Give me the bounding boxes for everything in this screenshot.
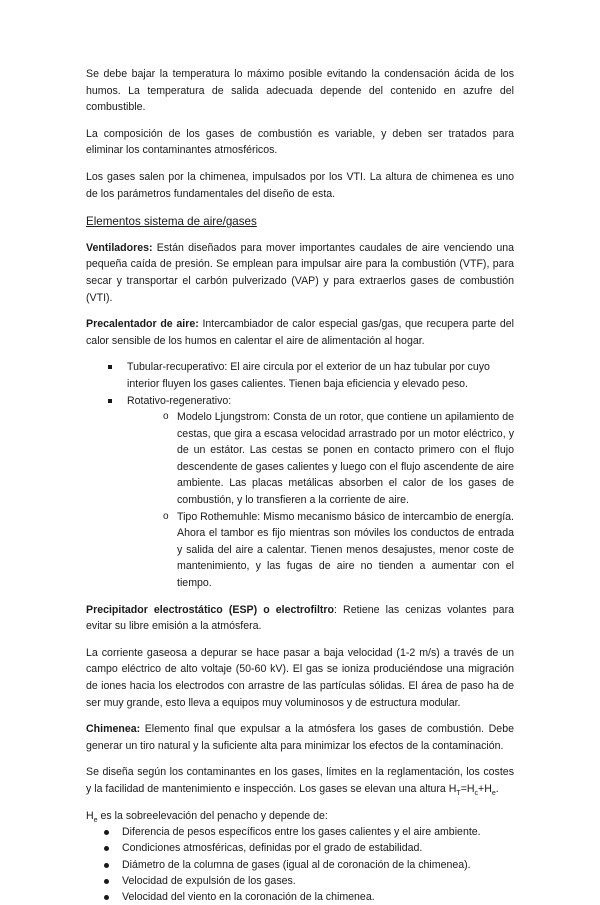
list-item: Diámetro de la columna de gases (igual al de coronación de la chimenea).: [104, 857, 514, 873]
chimenea-paragraph-2: [86, 764, 514, 797]
intro-paragraph-2: La composición de los gases de combustión es variable, y deben ser tratados para eliminar los contaminantes atmosféricos.: [86, 127, 514, 157]
precipitador-term: Precipitador electrostático (ESP) o electrofiltro: [86, 603, 335, 616]
list-item: Velocidad de expulsión de los gases.: [104, 873, 514, 889]
list-item: Velocidad del viento en la coronación de la chimenea.: [104, 889, 514, 905]
chimenea-text: Elemento final que expulsar a la atmósfera los gases de combustión. Debe generar un tiro natural y la suficiente alta para minimizar los efectos de la contaminación.: [86, 723, 514, 752]
ventiladores-term: Ventiladores:: [86, 241, 153, 254]
precalentador-paragraph: [86, 316, 514, 349]
precipitador-paragraph: [86, 602, 514, 635]
intro-paragraph-1: Se debe bajar la temperatura lo máximo posible evitando la condensación ácida de los humos. La temperatura de salida adecuada depende del contenido en azufre del combustible.: [86, 68, 514, 114]
height-formula: $H_T=H_c+H_e$.: [448, 782, 499, 798]
he-factors-list: [86, 824, 514, 905]
list-item: [108, 393, 514, 592]
precalentador-term: Precalentador de aire:: [86, 318, 199, 331]
intro-paragraph-3: Los gases salen por la chimenea, impulsados por los VTI. La altura de chimenea es uno de los parámetros fundamentales del diseño de esta.: [86, 170, 514, 200]
list-item: Condiciones atmosféricas, definidas por el grado de estabilidad.: [104, 840, 514, 856]
precalentador-text: Intercambiador de calor especial gas/gas, que recupera parte del calor sensible de los humos en calentar el aire de alimentación al hogar.: [86, 318, 514, 347]
list-item: Diferencia de pesos específicos entre los gases calientes y el aire ambiente.: [104, 824, 514, 840]
ventiladores-paragraph: [86, 240, 514, 306]
precipitador-paragraph-2: La corriente gaseosa a depurar se hace pasar a baja velocidad (1-2 m/s) a través de un campo eléctrico de alto voltaje (50-60 kV). El gas se ioniza produciéndose una migración de iones hacia los electrodos con arrastre de las partículas sólidas. El área de paso ha de ser muy grande, esto lleva a equipos muy voluminosos y de estructura modular.: [86, 646, 514, 709]
precalentador-types-list: [86, 359, 514, 591]
list-item-label: Rotativo-regenerativo:: [127, 394, 232, 407]
list-item: o Modelo Ljungstrom: Consta de un rotor, que contiene un apilamiento de cestas, que gira a escasa velocidad arrastrado por un motor eléctrico, y de un estátor. Las cestas se ponen en contacto primero con el flujo descendente de gases calientes y luego con el flujo ascendente de aire ambiente. Las placas metálicas absorben el calor de los gases de combustión, y lo transfieren a la corriente de aire.: [163, 409, 514, 509]
chimenea-term: Chimenea:: [86, 723, 141, 736]
list-item: Tubular-recuperativo: El aire circula por el exterior de un haz tubular por cuyo interior fluyen los gases calientes. Tienen baja eficiencia y elevado peso.: [108, 359, 514, 392]
chimenea-p2-text: Se diseña según los contaminantes en los gases, límites en la reglamentación, los costes y la facilidad de mantenimiento e inspección. Los gases se elevan una altura: [86, 766, 514, 795]
section-heading: Elementos sistema de aire/gases: [86, 215, 257, 229]
he-intro: $H_e$ es la sobreelevación del penacho y depende de:: [86, 809, 328, 824]
rotativo-subtypes-list: [127, 409, 514, 592]
ventiladores-text: Están diseñados para mover importantes caudales de aire venciendo una pequeña caída de presión. Se emplean para impulsar aire para la combustión (VTF), para secar y transportar el carbón pulverizado (VAP) y para extraerlos gases de combustión (VTI).: [86, 241, 514, 304]
list-item: o Tipo Rothemuhle: Mismo mecanismo básico de intercambio de energía. Ahora el tambor es fijo mientras son móviles los conductos de entrada y salida del aire a calentar. Tienen menos desajustes, menor coste de mantenimiento, y las fugas de aire no tienden a aumentar con el tiempo.: [163, 509, 514, 592]
precipitador-text: : Retiene las cenizas volantes para evitar su libre emisión a la atmósfera.: [86, 603, 514, 633]
chimenea-paragraph: [86, 721, 514, 754]
